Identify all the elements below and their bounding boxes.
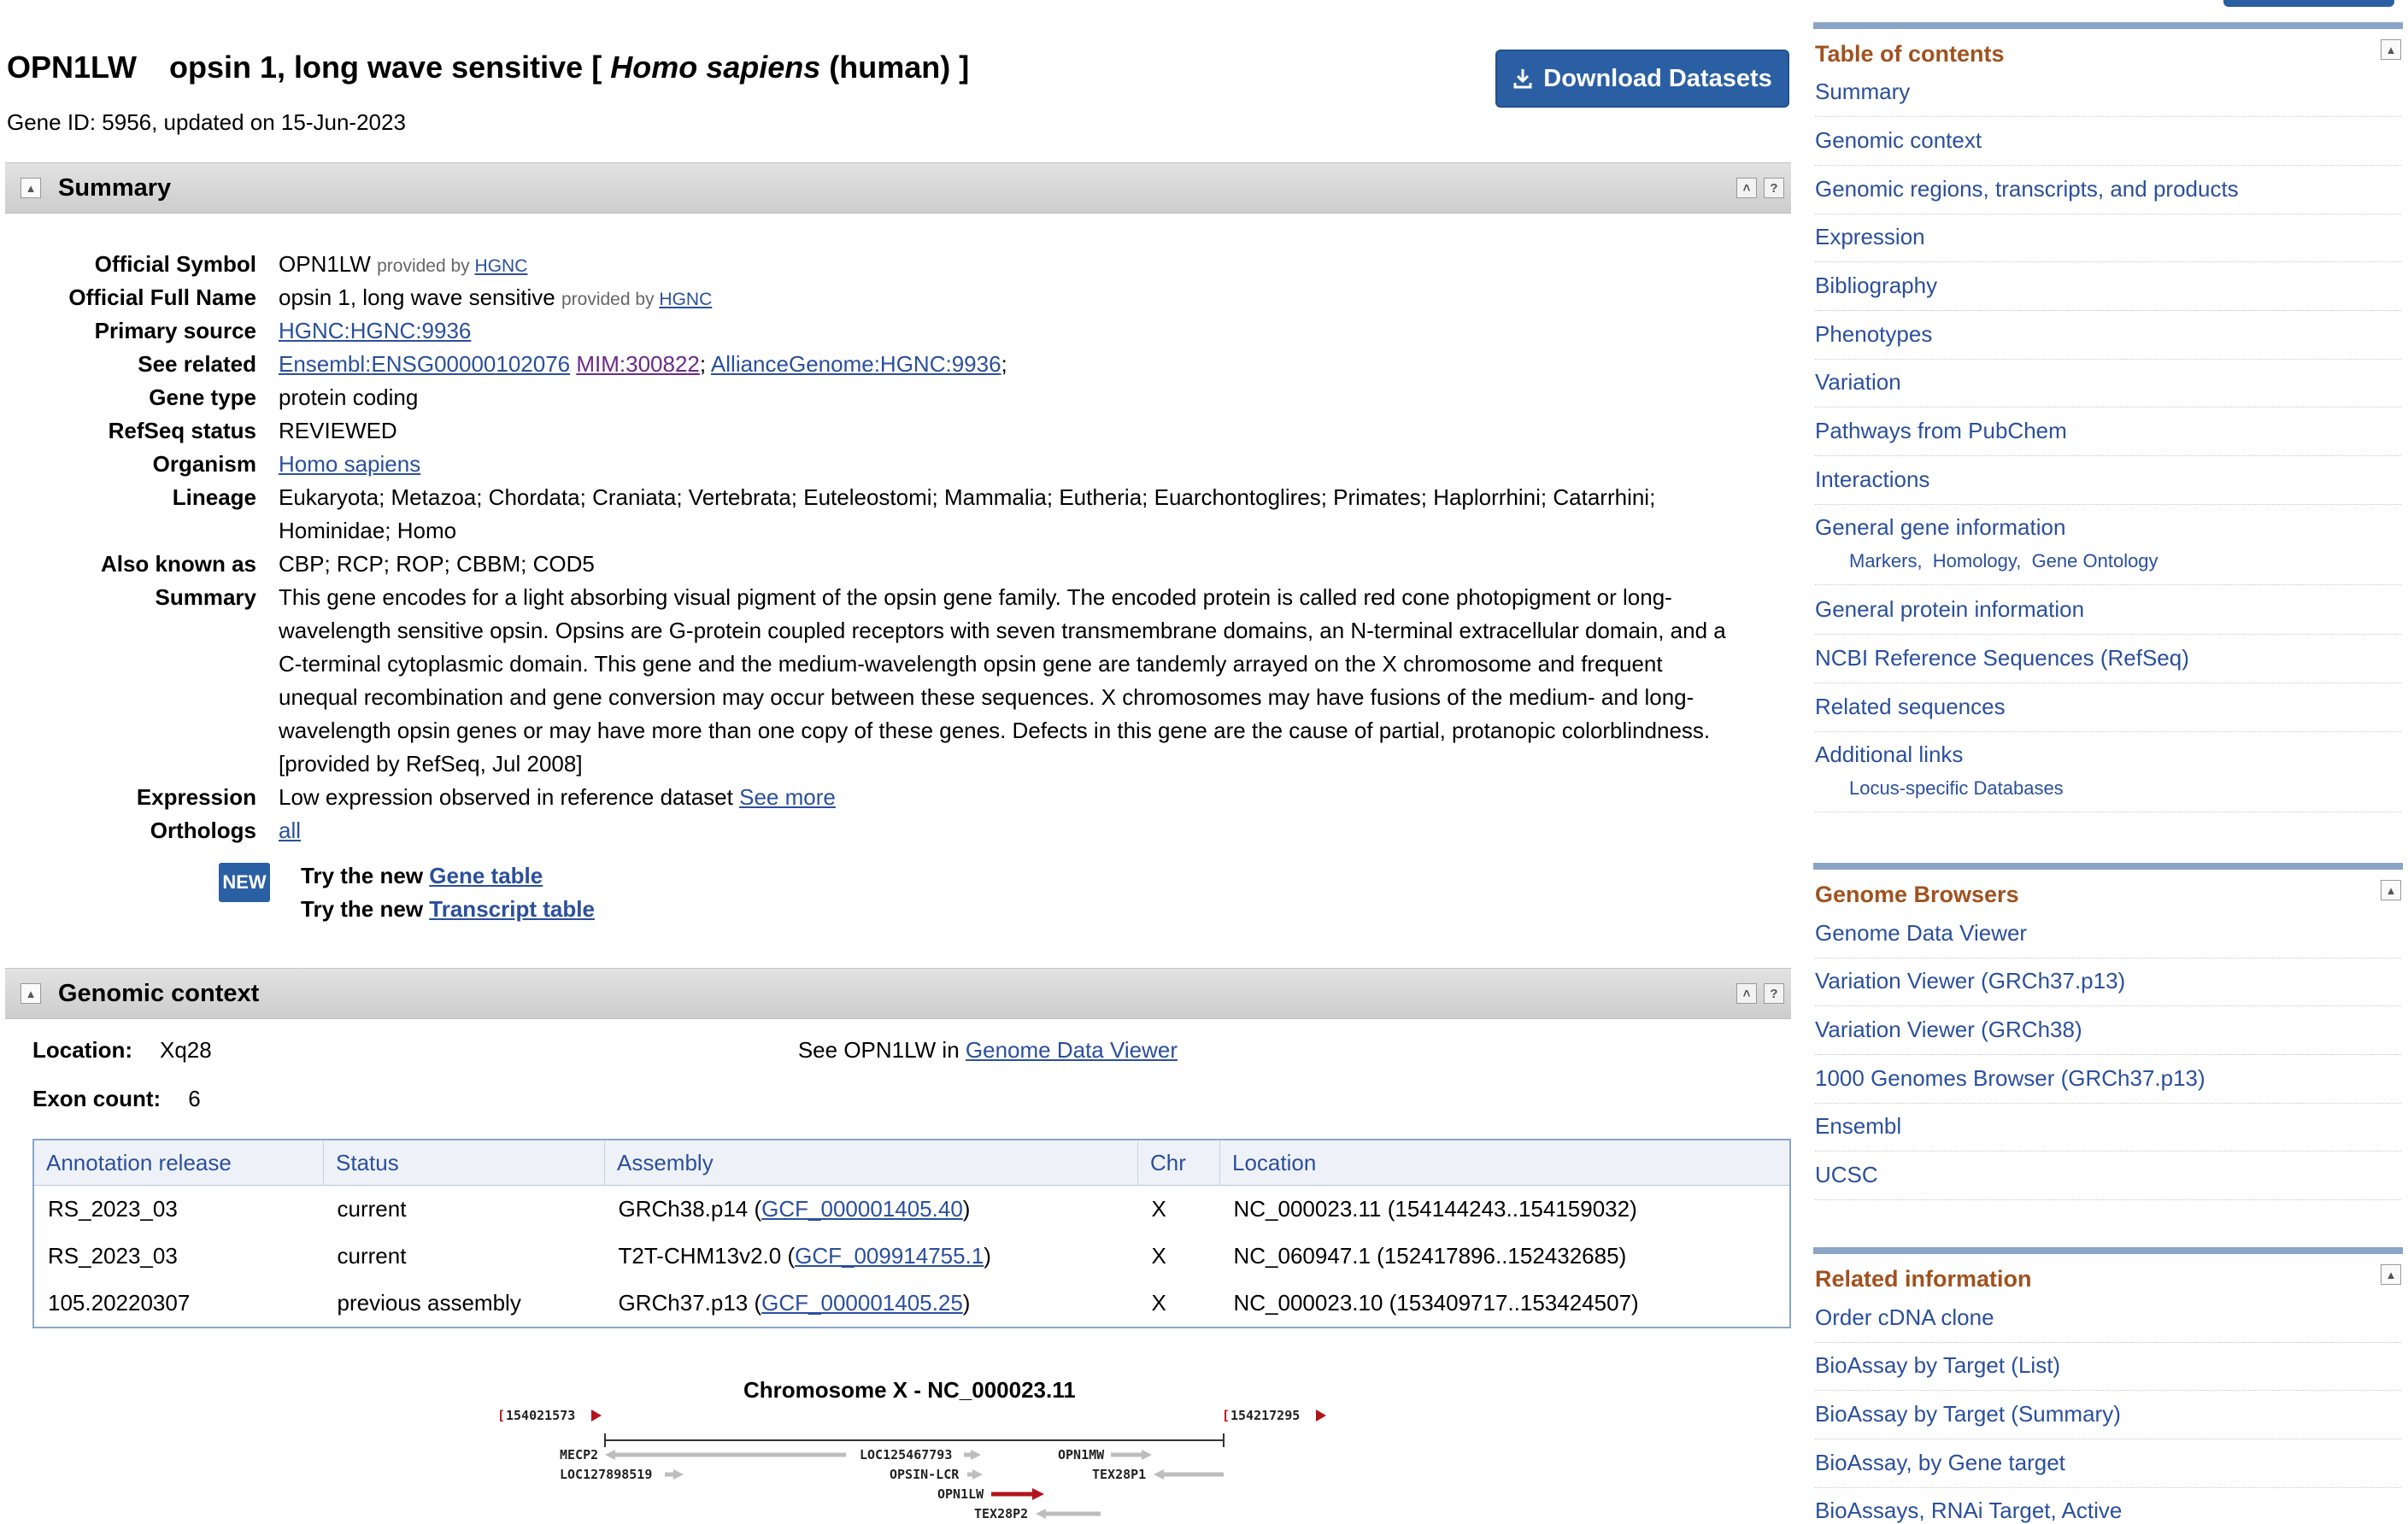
refseq-status-row [0, 414, 1790, 448]
download-icon [1512, 67, 1533, 90]
column-header[interactable]: Location [1220, 1140, 1791, 1186]
location-cell: NC_060947.1 (152417896..152432685) [1233, 1243, 1627, 1269]
try-prefix: Try the new [301, 863, 424, 888]
primary-source-link[interactable]: HGNC:HGNC:9936 [279, 318, 472, 343]
toc-sub-locus-specific[interactable]: Locus-specific Databases [1849, 777, 2064, 799]
left-coord-arrow [591, 1410, 602, 1421]
gene-label-opsin-lcr[interactable]: OPSIN-LCR [890, 1467, 960, 1482]
summary-section-header [5, 162, 1791, 214]
also-known-as-row [0, 548, 1790, 581]
expression-label: Expression [136, 784, 256, 810]
related-item[interactable]: BioAssay by Target (Summary) [1815, 1401, 2401, 1439]
status-cell: previous assembly [337, 1290, 521, 1316]
hgnc-link[interactable]: HGNC [474, 256, 528, 276]
browsers-portlet-bar [1813, 863, 2403, 870]
official-full-name-row [0, 281, 1790, 316]
primary-source-label: Primary source [94, 318, 256, 343]
organism-label: Organism [152, 451, 256, 477]
official-symbol-label: Official Symbol [94, 251, 256, 277]
gene-label-loc125467793[interactable]: LOC125467793 [860, 1447, 953, 1462]
genomic-context-section-header [5, 968, 1791, 1019]
toc-sub-markers[interactable]: Markers, [1849, 550, 1923, 572]
table-row [33, 1186, 1790, 1234]
assembly-accession-link[interactable]: GCF_009914755.1 [795, 1243, 984, 1269]
gene-arrow-tex28p2 [1036, 1509, 1046, 1519]
summary-line: unequal recombination and gene conversion may occur between these sequences. X chromosomes may have fusions of the medium- and long- [279, 684, 1694, 710]
toc-item-general-protein-info[interactable]: General protein information [1815, 596, 2401, 635]
status-cell: current [337, 1196, 407, 1222]
gene-label-opn1lw[interactable]: OPN1LW [937, 1486, 984, 1502]
related-item[interactable]: BioAssay, by Gene target [1815, 1450, 2401, 1488]
try-gene-table [301, 863, 543, 889]
gene-label-mecp2[interactable]: MECP2 [560, 1447, 599, 1462]
scroll-top-icon[interactable]: ˄ [1736, 178, 1757, 198]
new-badge: NEW [219, 863, 270, 902]
location-cell: NC_000023.10 (153409717..153424507) [1233, 1290, 1639, 1316]
location-line [32, 1037, 212, 1064]
chr-cell: X [1151, 1196, 1166, 1222]
hgnc-link[interactable]: HGNC [659, 290, 713, 309]
gene-arrow-opn1lw [1032, 1488, 1044, 1500]
gene-species-common: (human) ] [829, 50, 970, 85]
exon-count-line [32, 1086, 201, 1112]
genomic-context-title: Genomic context [58, 979, 260, 1007]
assembly-accession-link[interactable]: GCF_000001405.40 [761, 1196, 963, 1222]
separator: ; [1001, 351, 1007, 377]
toc-item-genomic-regions[interactable]: Genomic regions, transcripts, and products [1815, 176, 2401, 214]
see-in-prefix: See OPN1LW in [797, 1037, 960, 1063]
browser-item[interactable]: Genome Data Viewer [1815, 920, 2401, 958]
collapse-browsers-icon[interactable]: ▲ [2381, 880, 2401, 900]
orthologs-row [0, 814, 1790, 847]
genome-data-viewer-link[interactable]: Genome Data Viewer [965, 1037, 1178, 1063]
column-header[interactable]: Assembly [605, 1140, 1138, 1186]
summary-label: Summary [155, 584, 256, 610]
primary-source-row [0, 314, 1790, 348]
official-full-name-value: opsin 1, long wave sensitive [279, 284, 555, 310]
mim-link[interactable]: MIM:300822 [576, 351, 700, 377]
exon-count-value: 6 [188, 1086, 201, 1111]
official-full-name-label: Official Full Name [68, 284, 256, 310]
ensembl-link[interactable]: Ensembl:ENSG00000102076 [279, 351, 571, 377]
refseq-status-label: RefSeq status [108, 418, 256, 443]
gene-label-tex28p2[interactable]: TEX28P2 [974, 1506, 1029, 1521]
release-cell: RS_2023_03 [48, 1196, 178, 1222]
summary-line: wavelength sensitive opsin. Opsins are G-protein coupled receptors with seven transmembrane domains, an N-terminal extracellular domain, and a [279, 618, 1726, 643]
orthologs-label: Orthologs [150, 818, 256, 843]
lineage-row [0, 481, 1790, 548]
toc-item-label: Additional links [1815, 741, 1964, 767]
related-item[interactable]: Order cDNA clone [1815, 1304, 2401, 1343]
gene-arrow-loc125467793 [971, 1450, 981, 1460]
collapse-genomic-context-icon[interactable]: ▲ [21, 983, 41, 1004]
collapse-summary-icon[interactable]: ▲ [21, 178, 41, 198]
left-coord: 154021573 [506, 1408, 576, 1423]
assembly-cell: T2T-CHM13v2.0 (GCF_009914755.1) [618, 1243, 991, 1269]
right-coord-arrow [1316, 1410, 1326, 1421]
lineage-line: Eukaryota; Metazoa; Chordata; Craniata; Vertebrata; Euteleostomi; Mammalia; Eutheria; Euarchontoglires; Primates; Haplorrhini; Catarrhini; [279, 484, 1656, 510]
page-title [7, 50, 969, 85]
annotation-release-table [32, 1139, 1791, 1328]
toc-item-genomic-context[interactable]: Genomic context [1815, 127, 2401, 166]
release-cell: 105.20220307 [48, 1290, 191, 1316]
gene-type-label: Gene type [149, 384, 256, 410]
official-symbol-row [0, 248, 1790, 283]
toc-title: Table of contents [1815, 41, 2005, 67]
provided-by-label: provided by [561, 290, 655, 309]
help-icon[interactable]: ? [1764, 178, 1784, 198]
organism-link[interactable]: Homo sapiens [279, 451, 421, 477]
assembly-name: GRCh37.p13 [618, 1290, 749, 1316]
assembly-accession-link[interactable]: GCF_000001405.25 [761, 1290, 963, 1316]
gene-arrow-loc127898519 [673, 1469, 684, 1480]
alliance-genome-link[interactable]: AllianceGenome:HGNC:9936 [710, 351, 1001, 377]
summary-line: [provided by RefSeq, Jul 2008] [279, 751, 583, 777]
browser-item[interactable]: Ensembl [1815, 1113, 2401, 1152]
location-label: Location: [32, 1037, 132, 1063]
sidebar-top-tab [2223, 0, 2394, 7]
browser-item[interactable]: Variation Viewer (GRCh38) [1815, 1017, 2401, 1055]
right-coord-bracket: [ [1222, 1408, 1230, 1423]
assembly-cell: GRCh38.p14 (GCF_000001405.40) [618, 1196, 971, 1222]
scroll-top-icon[interactable]: ˄ [1736, 983, 1757, 1004]
organism-row [0, 448, 1790, 481]
gene-arrow-mecp2 [605, 1450, 615, 1460]
genome-browsers-title: Genome Browsers [1815, 882, 2019, 907]
summary-line: wavelength opsin genes or may have more than one copy of these genes. Defects in this gene are the cause of partial, protanopic colorblindness. [279, 718, 1711, 743]
gene-arrow-tex28p1 [1154, 1469, 1164, 1480]
browser-item[interactable]: 1000 Genomes Browser (GRCh37.p13) [1815, 1065, 2401, 1104]
toc-item-variation[interactable]: Variation [1815, 369, 2401, 407]
gene-label-opn1mw[interactable]: OPN1MW [1058, 1447, 1105, 1462]
refseq-status-value: REVIEWED [279, 418, 397, 443]
related-item[interactable]: BioAssays, RNAi Target, Active [1815, 1498, 2123, 1523]
status-cell: current [337, 1243, 407, 1269]
toc-item-related-sequences[interactable]: Related sequences [1815, 694, 2401, 732]
related-portlet-bar [1813, 1247, 2403, 1254]
right-sidebar [1813, 0, 2403, 1524]
see-related-label: See related [138, 351, 256, 377]
summary-line: This gene encodes for a light absorbing visual pigment of the opsin gene family. The encoded protein is called red cone photopigment or long- [279, 584, 1672, 610]
chromosome-graphic [487, 1398, 1342, 1524]
related-info-title: Related information [1815, 1266, 2032, 1292]
gene-arrow-opn1mw [1142, 1450, 1152, 1460]
gene-table-link[interactable]: Gene table [429, 863, 543, 888]
left-coord-bracket: [ [497, 1408, 506, 1423]
provided-by-label: provided by [377, 256, 470, 276]
download-datasets-label: Download Datasets [1543, 64, 1772, 92]
gene-label-loc127898519[interactable]: LOC127898519 [560, 1467, 653, 1482]
browser-item[interactable]: Variation Viewer (GRCh37.p13) [1815, 968, 2401, 1006]
expression-value: Low expression observed in reference dataset [279, 784, 733, 810]
collapse-toc-icon[interactable]: ▲ [2381, 39, 2401, 60]
gene-type-value: protein coding [279, 384, 419, 410]
gene-arrow-opsin-lcr [972, 1469, 983, 1480]
toc-item-refseq[interactable]: NCBI Reference Sequences (RefSeq) [1815, 645, 2401, 683]
chromosome-title: Chromosome X - NC_000023.11 [743, 1377, 1076, 1403]
summary-line: C-terminal cytoplasmic domain. This gene and the medium-wavelength opsin gene are tandemly arrayed on the X chromosome and frequent [279, 651, 1663, 677]
expression-row [0, 781, 1790, 814]
column-header[interactable]: Status [324, 1140, 605, 1186]
toc-item-pathways[interactable]: Pathways from PubChem [1815, 418, 2401, 456]
also-known-as-value: CBP; RCP; ROP; CBBM; COD5 [279, 551, 595, 577]
also-known-as-label: Also known as [100, 551, 256, 577]
table-row [33, 1233, 1790, 1280]
chr-cell: X [1151, 1243, 1166, 1269]
table-row [33, 1280, 1790, 1328]
summary-section-title: Summary [58, 173, 172, 202]
see-more-link[interactable]: See more [739, 784, 836, 810]
gene-name-prefix: opsin 1, long wave sensitive [ [169, 50, 602, 85]
related-item[interactable]: BioAssay by Target (List) [1815, 1352, 2401, 1391]
location-value: Xq28 [160, 1037, 212, 1063]
separator: ; [699, 351, 707, 377]
gene-species: Homo sapiens [610, 50, 821, 85]
summary-text-row [0, 581, 1790, 781]
assembly-cell: GRCh37.p13 (GCF_000001405.25) [618, 1290, 971, 1316]
toc-subitems-gene-info [1849, 550, 2158, 572]
gene-id-line: Gene ID: 5956, updated on 15-Jun-2023 [7, 109, 406, 135]
toc-item-phenotypes[interactable]: Phenotypes [1815, 321, 2401, 360]
browser-item[interactable]: UCSC [1815, 1162, 2401, 1200]
toc-item-summary[interactable]: Summary [1815, 79, 2401, 117]
toc-sub-homology[interactable]: Homology, [1932, 550, 2022, 572]
chr-cell: X [1151, 1290, 1166, 1316]
gene-symbol: OPN1LW [7, 50, 138, 85]
column-header[interactable]: Annotation release [33, 1140, 324, 1186]
official-symbol-value: OPN1LW [279, 251, 371, 277]
table-header-row [33, 1140, 1790, 1186]
toc-item-interactions[interactable]: Interactions [1815, 466, 2401, 505]
release-cell: RS_2023_03 [48, 1243, 178, 1269]
location-cell: NC_000023.11 (154144243..154159032) [1233, 1196, 1637, 1222]
toc-item-label: General gene information [1815, 514, 2066, 540]
toc-item-bibliography[interactable]: Bibliography [1815, 273, 2401, 311]
lineage-label: Lineage [172, 484, 256, 510]
help-icon[interactable]: ? [1764, 983, 1784, 1004]
exon-count-label: Exon count: [32, 1086, 162, 1111]
download-datasets-button[interactable] [1495, 50, 1789, 108]
collapse-related-icon[interactable]: ▲ [2381, 1264, 2401, 1285]
orthologs-all-link[interactable]: all [279, 818, 302, 843]
right-coord: 154217295 [1230, 1408, 1301, 1423]
assembly-name: T2T-CHM13v2.0 [618, 1243, 782, 1269]
see-related-row [0, 348, 1790, 381]
transcript-table-link[interactable]: Transcript table [429, 896, 595, 922]
column-header[interactable]: Chr [1138, 1140, 1220, 1186]
toc-sub-gene-ontology[interactable]: Gene Ontology [2031, 550, 2158, 572]
gene-type-row [0, 381, 1790, 414]
toc-portlet-bar [1813, 22, 2403, 29]
gene-label-tex28p1[interactable]: TEX28P1 [1092, 1467, 1147, 1482]
try-transcript-table [301, 896, 595, 923]
lineage-line: Hominidae; Homo [279, 518, 457, 543]
toc-item-expression[interactable]: Expression [1815, 224, 2401, 262]
assembly-name: GRCh38.p14 [618, 1196, 749, 1222]
try-prefix: Try the new [301, 896, 424, 922]
see-in-gdv [798, 1037, 1178, 1064]
